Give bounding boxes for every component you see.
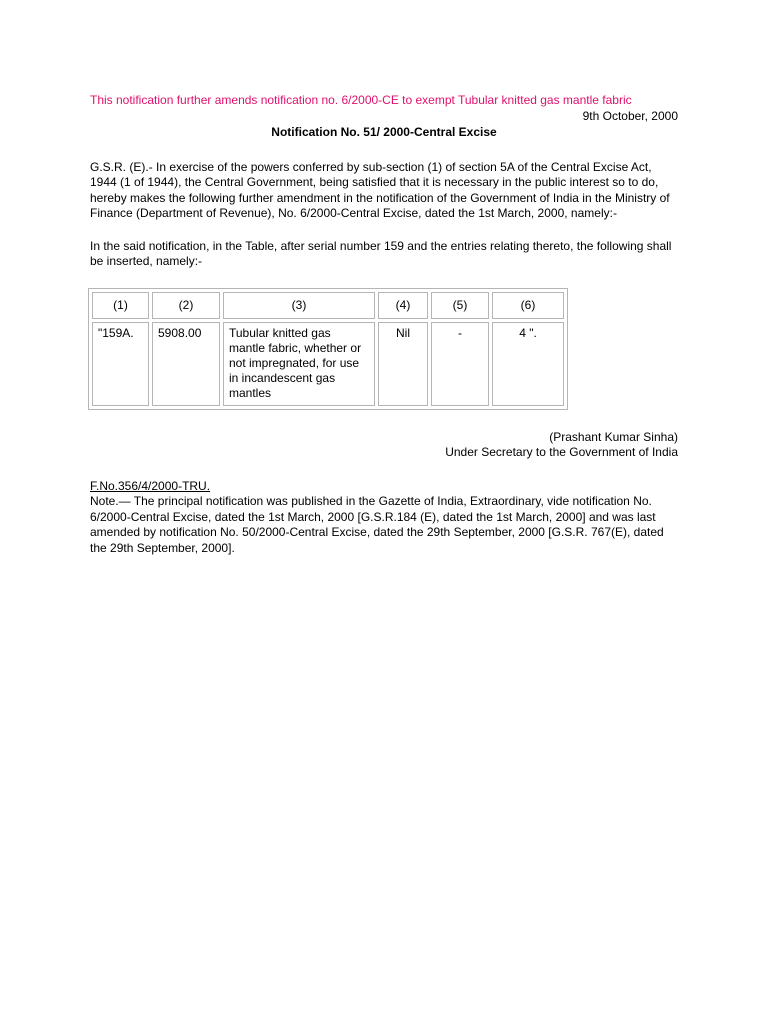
table-cell-col6: 4 ". [492,322,564,406]
notification-document [90,93,678,556]
signer-name: (Prashant Kumar Sinha) [549,429,678,444]
table-header-cell: (5) [431,292,489,319]
table-header-cell: (6) [492,292,564,319]
notification-title: Notification No. 51/ 2000-Central Excise [271,125,497,139]
table-row [92,322,564,406]
signature-block [90,430,678,461]
table-cell-description: Tubular knitted gas mantle fabric, whether or not impregnated, for use in incandescent gas mantles [223,322,375,406]
insertion-paragraph: In the said notification, in the Table, after serial number 159 and the entries relating thereto, the following shall be inserted, namely:- [90,238,672,268]
table-header-cell: (1) [92,292,149,319]
table-cell-serial: "159A. [92,322,149,406]
note-paragraph: Note.— The principal notification was published in the Gazette of India, Extraordinary, vide notification No. 6/2000-Central Excise, dated the 1st March, 2000 [G.S.R.184 (E), dated the 1st March, 2000] and was last amended by notification No. 50/2000-Central Excise, dated the 29th September, 2000 [G.S.R. 767(E), dated the 29th September, 2000]. [90,494,664,555]
table-header-row [92,292,564,319]
table-cell-heading: 5908.00 [152,322,220,406]
notification-date: 9th October, 2000 [582,108,678,123]
table-cell-col4: Nil [378,322,428,406]
table-header-cell: (2) [152,292,220,319]
table-cell-col5: - [431,322,489,406]
amendment-table [88,288,568,410]
signer-designation: Under Secretary to the Government of India [445,445,678,459]
summary-text: This notification further amends notification no. 6/2000-CE to exempt Tubular knitted gas mantle fabric [90,93,632,107]
table-header-cell: (3) [223,292,375,319]
file-number: F.No.356/4/2000-TRU. [90,478,211,493]
gsr-paragraph: G.S.R. (E).- In exercise of the powers conferred by sub-section (1) of section 5A of the Central Excise Act, 1944 (1 of 1944), the Central Government, being satisfied that it is necessary in the public interest so to do, hereby makes the following further amendment in the notification of the Government of India in the Ministry of Finance (Department of Revenue), No. 6/2000-Central Excise, dated the 1st March, 2000, namely:- [90,159,670,220]
table-header-cell: (4) [378,292,428,319]
